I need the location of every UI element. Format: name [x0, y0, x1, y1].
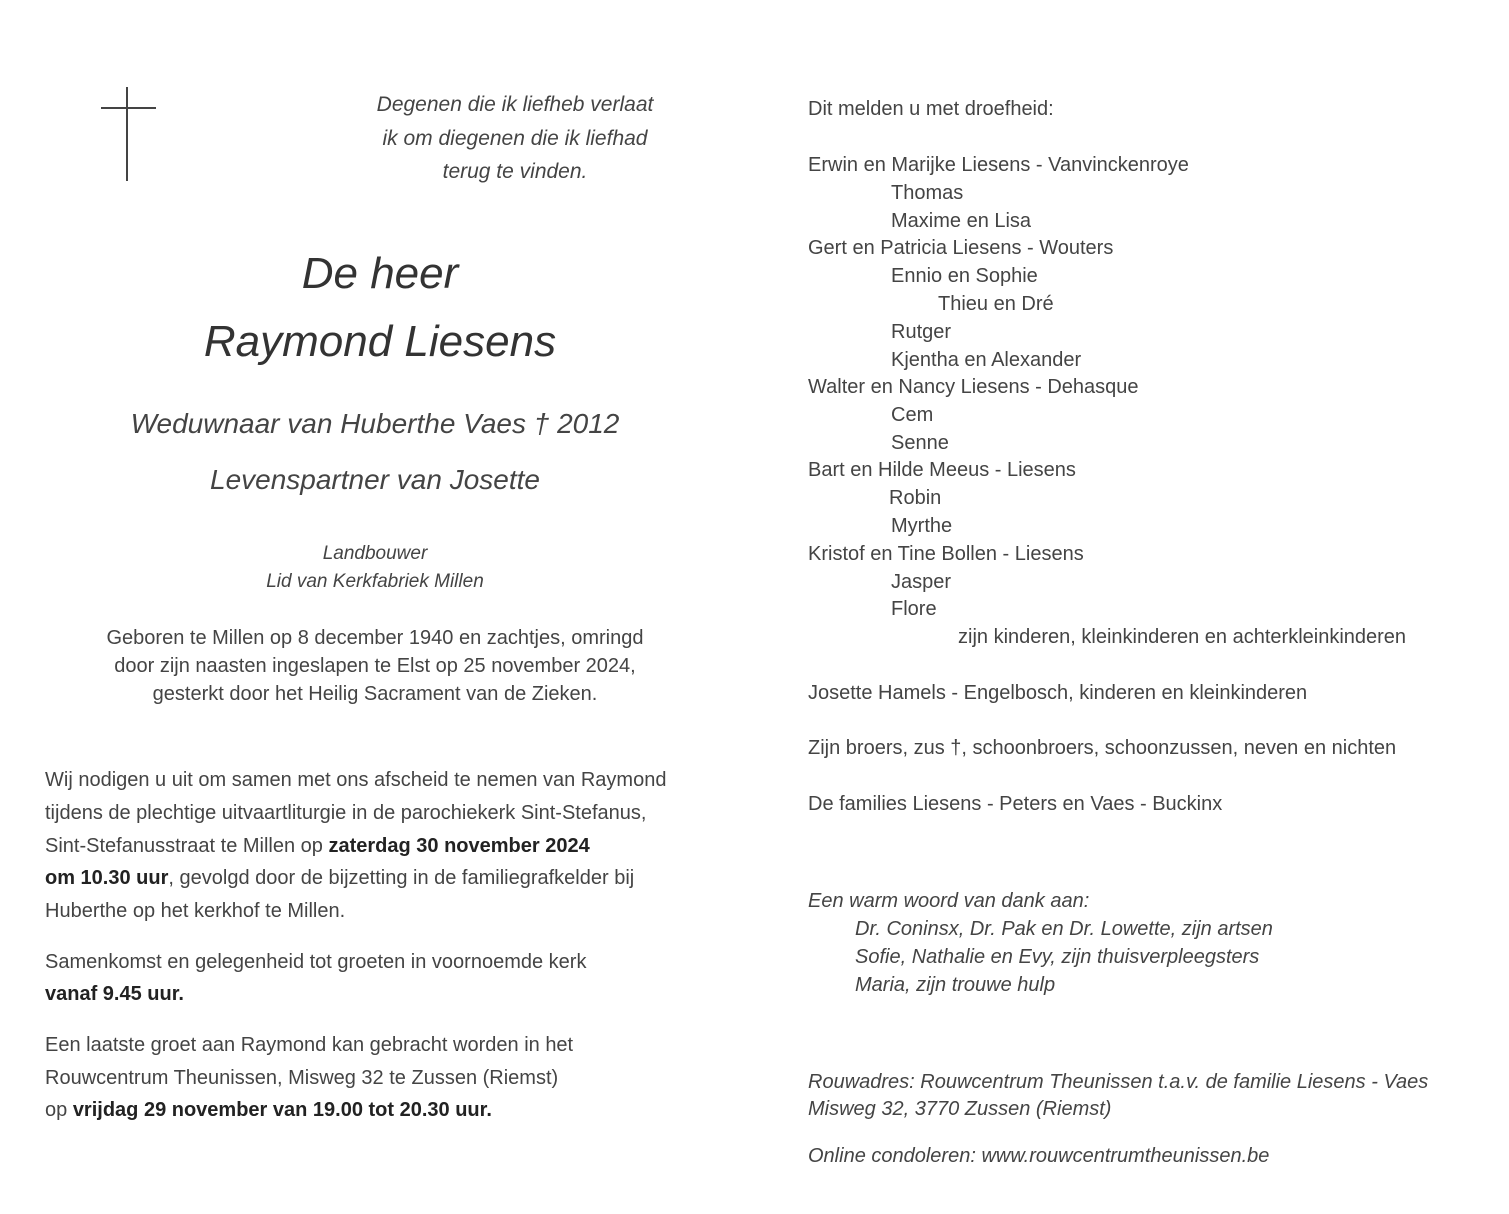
- family-line: Myrthe: [891, 515, 953, 537]
- family-line: Senne: [891, 432, 949, 454]
- mourning-address-line-2: Misweg 32, 3770 Zussen (Riemst): [808, 1098, 1112, 1120]
- thanks-intro: Een warm woord van dank aan:: [808, 890, 1090, 912]
- family-line: Thomas: [891, 182, 964, 204]
- partner-line: Levenspartner van Josette: [210, 464, 540, 495]
- greeting-prefix: op: [45, 1099, 73, 1121]
- family-line: Jasper: [891, 571, 952, 593]
- family-line: Kjentha en Alexander: [891, 349, 1082, 371]
- thanks-line: Sofie, Nathalie en Evy, zijn thuisverpleegsters: [855, 946, 1260, 968]
- thanks-line: Maria, zijn trouwe hulp: [855, 974, 1056, 996]
- funeral-date: zaterdag 30 november 2024: [328, 835, 590, 857]
- online-condolence-link[interactable]: Online condoleren: www.rouwcentrumtheunissen.be: [808, 1145, 1270, 1167]
- poem-line-3: terug te vinden.: [442, 160, 588, 183]
- born-line-2: door zijn naasten ingeslapen te Elst op 25 november 2024,: [114, 655, 636, 677]
- invite-line-4: [45, 867, 634, 890]
- gathering-line-2: [45, 983, 184, 1006]
- family-line: Gert en Patricia Liesens - Wouters: [808, 237, 1114, 259]
- occupation-line-1: Landbouwer: [322, 543, 428, 564]
- family-line: Robin: [889, 487, 942, 509]
- family-line: Rutger: [891, 321, 952, 343]
- widower-line: Weduwnaar van Huberthe Vaes † 2012: [130, 408, 620, 439]
- title-salutation: De heer: [301, 249, 459, 298]
- greeting-line-1: Een laatste groet aan Raymond kan gebracht worden in het: [45, 1034, 574, 1056]
- greeting-line-3: [45, 1099, 492, 1122]
- family-line: Erwin en Marijke Liesens - Vanvinckenroye: [808, 154, 1189, 176]
- family-line: Bart en Hilde Meeus - Liesens: [808, 459, 1076, 481]
- deceased-name: Raymond Liesens: [203, 317, 557, 366]
- invite-line-2: tijdens de plechtige uitvaartliturgie in de parochiekerk Sint-Stefanus,: [45, 802, 647, 824]
- siblings-line: Zijn broers, zus †, schoonbroers, schoonzussen, neven en nichten: [808, 737, 1397, 759]
- poem-line-2: ik om diegenen die ik liefhad: [382, 127, 648, 150]
- family-line: Thieu en Dré: [938, 293, 1054, 315]
- josette-line: Josette Hamels - Engelbosch, kinderen en kleinkinderen: [808, 682, 1308, 704]
- cross-horizontal: [101, 107, 156, 109]
- born-line-1: Geboren te Millen op 8 december 1940 en zachtjes, omringd: [106, 627, 644, 649]
- invite-line-3: [45, 835, 590, 858]
- gathering-time: vanaf 9.45 uur.: [45, 983, 184, 1005]
- burial-text: , gevolgd door de bijzetting in de familiegrafkelder bij: [168, 867, 635, 889]
- family-line: Maxime en Lisa: [891, 210, 1032, 232]
- family-line: Flore: [891, 598, 937, 620]
- family-summary: zijn kinderen, kleinkinderen en achterkleinkinderen: [958, 626, 1407, 648]
- occupation-line-2: Lid van Kerkfabriek Millen: [266, 571, 484, 592]
- family-line: Kristof en Tine Bollen - Liesens: [808, 543, 1084, 565]
- invite-line-5: Huberthe op het kerkhof te Millen.: [45, 900, 346, 922]
- mourning-address-line-1: Rouwadres: Rouwcentrum Theunissen t.a.v. de familie Liesens - Vaes: [808, 1071, 1429, 1093]
- family-line: Cem: [891, 404, 934, 426]
- poem-line-1: Degenen die ik liefheb verlaat: [376, 93, 654, 116]
- family-line: Ennio en Sophie: [891, 265, 1038, 287]
- invite-place: Sint-Stefanusstraat te Millen op: [45, 835, 329, 857]
- announcement-intro: Dit melden u met droefheid:: [808, 98, 1054, 120]
- greeting-line-2: Rouwcentrum Theunissen, Misweg 32 te Zussen (Riemst): [45, 1067, 559, 1089]
- gathering-line-1: Samenkomst en gelegenheid tot groeten in voornoemde kerk: [45, 951, 587, 973]
- funeral-time: om 10.30 uur: [45, 867, 169, 889]
- invite-line-1: Wij nodigen u uit om samen met ons afscheid te nemen van Raymond: [45, 769, 667, 791]
- greeting-time: vrijdag 29 november van 19.00 tot 20.30 uur.: [72, 1099, 492, 1121]
- families-line: De families Liesens - Peters en Vaes - Buckinx: [808, 793, 1223, 815]
- family-line: Walter en Nancy Liesens - Dehasque: [808, 376, 1139, 398]
- born-line-3: gesterkt door het Heilig Sacrament van de Zieken.: [152, 683, 598, 705]
- cross-vertical: [126, 87, 128, 181]
- thanks-line: Dr. Coninsx, Dr. Pak en Dr. Lowette, zijn artsen: [855, 918, 1273, 940]
